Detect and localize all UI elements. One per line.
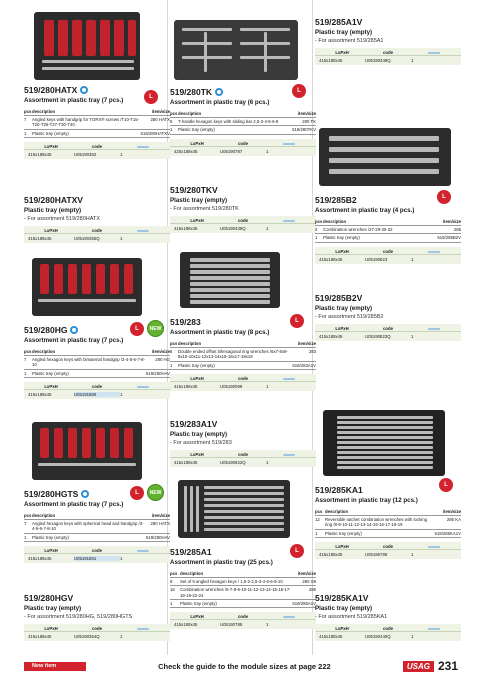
product-code-title: 519/280TKV [170, 184, 218, 195]
new-badge: NEW [147, 320, 164, 337]
product-subtitle: Assortment in plastic tray (4 pcs.) [315, 207, 415, 214]
product-code-title: 519/285KA1V [315, 592, 369, 603]
spec-box: LxPxH code 415x188x45 U05190439Q 1 [170, 216, 316, 233]
product-code-title: 519/280HATXV [24, 194, 83, 205]
spec-box: LxPxH code 415x188x45 U05190823 1 [315, 247, 461, 264]
tray-photo-280hatx [34, 12, 140, 80]
table-row: 1 Plastic tray (empty) 519/280HAV [24, 370, 170, 376]
product-code-title: 519/283A1V [170, 418, 218, 429]
spec-box: LxPxH code 415x188x45 U05191860 1 [24, 382, 170, 399]
new-item-circle-icon [215, 88, 223, 96]
spec-box: LxPxH code 415x188x45 U05190823Q 1 [315, 324, 461, 341]
table-row: 6 T-handle hexagon keys with sliding bar 2,5-3-4-5-6-8 280 TK [170, 119, 316, 124]
table-row: 1 Plastic tray (empty) 519/280HATXV [24, 130, 170, 136]
product-code-title: 519/280HGV [24, 592, 74, 603]
spec-box: LxPxH code 415x188x45 U05190354Q 1 [24, 624, 170, 641]
product-subtitle: Assortment in plastic tray (7 pcs.) [24, 501, 124, 508]
product-block-280hgts [24, 422, 170, 563]
product-note: - For assortment 519/285B2 [315, 314, 384, 320]
new-item-legend: New item [24, 662, 86, 671]
product-block-283 [170, 252, 316, 391]
module-guide-note: Check the guide to the module sizes at page 222 [158, 661, 331, 671]
table-row: 7 Angled hexagon keys with bimaterial handgrip /3-4-5-6-7-8-10 280 HG [24, 357, 170, 368]
spec-qty: 1 [120, 152, 123, 158]
product-subtitle: Plastic tray (empty) [315, 605, 373, 612]
product-subtitle: Plastic tray (empty) [24, 207, 82, 214]
table-row: 9 Set of 9 angled hexagon keys / 1,5-2-2,5-3-4-5-6-8-10 280 S9 [170, 579, 316, 584]
l-badge: L [144, 90, 158, 104]
tray-photo-280tk [174, 20, 298, 80]
product-subtitle: Assortment in plastic tray (8 pcs.) [170, 329, 270, 336]
new-badge: NEW [147, 484, 164, 501]
table-row: 12 Reversible ratchet combination wrenches with locking ring /8-9-10-11-12-13-14-15-16-17-18-19 285 KA [315, 517, 461, 528]
product-block-280hgv [24, 588, 170, 641]
spec-box [24, 142, 170, 159]
product-block-285b2v [315, 288, 461, 341]
product-note: - For assortment 519/285KA1 [315, 614, 388, 620]
col-header-description: description [32, 109, 56, 114]
ring-swoosh-icon [428, 628, 440, 630]
spec-box: LxPxH code 415x188x45 U05190822Q 1 [170, 450, 316, 467]
gradient-circle-icon [81, 490, 89, 498]
tray-photo-285a1 [178, 480, 290, 538]
l-badge: L [130, 322, 144, 336]
l-badge: L [130, 486, 144, 500]
product-subtitle: Plastic tray (empty) [315, 29, 373, 36]
ring-swoosh-icon [283, 454, 295, 456]
contents-table: pcs description item/size 8 Double ended offset bihexagonal ring wrenches /6x7-8x9-8x10-10x11-12x13-14x15-16x17-18x19 283 1 Plastic tray (empty) 519/283A1V [170, 341, 316, 368]
product-block-280hg [24, 258, 170, 399]
brand-logo: USAG [403, 661, 434, 672]
table-row: 1 Plastic tray (empty) 519/285KA1V [315, 530, 461, 536]
spec-code: U05190362 [74, 152, 97, 158]
product-code-title: 519/285B2V [315, 292, 363, 303]
product-subtitle: Assortment in plastic tray (25 pcs.) [170, 559, 273, 566]
product-subtitle: Plastic tray (empty) [24, 605, 82, 612]
table-row: 1 Plastic tray (empty) 519/280TKV [170, 127, 316, 133]
product-code-title: 519/280HGTS [24, 488, 79, 499]
ring-swoosh-icon [137, 628, 149, 630]
product-block-280hatx [24, 12, 170, 159]
table-row: 7 Angled keys with handgrip for TORX® screws /T10-T15-T20-T25-T27-T30-T40 280 HATX [24, 117, 170, 128]
product-subtitle: Plastic tray (empty) [170, 431, 228, 438]
l-badge: L [437, 190, 451, 204]
spec-size: 415x188x45 [28, 152, 52, 158]
contents-table: pcs description item/size 7 Angled hexagon keys with bimaterial handgrip /3-4-5-6-7-8-10 280 HG 1 Plastic tray (empty) 519/280HAV [24, 349, 170, 376]
page-footer [24, 659, 458, 673]
product-subtitle: Plastic tray (empty) [170, 197, 228, 204]
spec-box: LxPxH code 415x188x45 U05190440Q 1 [315, 624, 461, 641]
spec-box: LxPxH code 415x188x45 U05190348Q 1 [315, 48, 461, 65]
table-row: 7 Angled hexagon keys with spherical head and handgrip /3-4-5-6-7-8-10 280 HATS [24, 521, 170, 532]
ring-swoosh-icon [137, 230, 149, 232]
l-badge: L [292, 84, 306, 98]
product-code-title: 519/285A1 [170, 546, 212, 557]
ring-swoosh-icon [428, 52, 440, 54]
product-note: - For assortment 519/285A1 [315, 38, 384, 44]
table-row: 4 Combination wrenches /27-29-30-32 285 [315, 227, 461, 232]
tray-photo-285ka1 [323, 410, 445, 476]
product-code-title: 519/285KA1 [315, 484, 363, 495]
product-code-title: 519/283 [170, 316, 201, 327]
product-block-280tkv [170, 180, 316, 233]
contents-table: pcs description item/size 9 Set of 9 angled hexagon keys / 1,5-2-2,5-3-4-5-6-8-10 280 S9 16 Combination wrenches /6-7-8-9-10-11-12-13-14-15-16-17-18-19-22-24 285 1 Plastic tray (empty) 519/285A1V [170, 571, 316, 607]
spec-box: LxPxH code 420x188x45 U05190787 1 [170, 139, 316, 156]
contents-table: pcs description item/size 4 Combination wrenches /27-29-30-32 285 1 Plastic tray (empty) 519/285B2V [315, 219, 461, 241]
tray-photo-280hg [32, 258, 142, 316]
table-row: 16 Combination wrenches /6-7-8-9-10-11-12-13-14-15-16-17-18-19-22-24 285 [170, 587, 316, 598]
product-note: - For assortment 519/283 [170, 440, 232, 446]
product-block-283a1v [170, 414, 316, 467]
ring-swoosh-icon [428, 328, 440, 330]
table-row: 1 Plastic tray (empty) 519/285A1V [170, 601, 316, 607]
contents-table: pcs description item/size 6 T-handle hexagon keys with sliding bar 2,5-3-4-5-6-8 280 TK 1 Plastic tray (empty) 519/280TKV [170, 111, 316, 133]
spec-box: LxPxH code 415x188x45 U05190099 1 [170, 374, 316, 391]
spec-code-label: code [91, 144, 103, 150]
spec-box: LxPxH code 415x188x45 U05190785 1 [170, 612, 316, 629]
ring-swoosh-icon [137, 386, 149, 388]
tray-photo-283 [180, 252, 280, 308]
product-note: - For assortment 519/280HATX [24, 216, 101, 222]
product-note: - For assortment 519/280HG, 519/280HGTS [24, 614, 133, 620]
product-note: - For assortment 519/280TK [170, 206, 239, 212]
table-row: 8 Double ended offset bihexagonal ring wrenches /6x7-8x9-8x10-10x11-12x13-14x15-16x17-18x19 283 [170, 349, 316, 360]
product-subtitle: Assortment in plastic tray (12 pcs.) [315, 497, 418, 504]
product-subtitle: Assortment in plastic tray (7 pcs.) [24, 97, 124, 104]
ring-swoosh-icon [428, 251, 440, 253]
contents-table: pcs description item/size 7 Angled hexagon keys with spherical head and handgrip /3-4-5-6-7-8-10 280 HATS 1 Plastic tray (empty) 519/280HAV [24, 513, 170, 540]
table-row: 1 Plastic tray (empty) 519/280HAV [24, 534, 170, 540]
tray-photo-280hgts [32, 422, 142, 480]
ring-swoosh-icon [137, 550, 149, 552]
page-number: 231 [437, 659, 458, 673]
product-block-285a1v [315, 12, 461, 65]
ring-swoosh-icon [283, 378, 295, 380]
new-item-circle-icon [70, 326, 78, 334]
product-block-285ka1v [315, 588, 461, 641]
l-badge: L [290, 544, 304, 558]
ring-swoosh-icon [428, 546, 440, 548]
product-code-title: 519/285B2 [315, 194, 357, 205]
tray-photo-285b2 [319, 128, 451, 186]
new-item-circle-icon [80, 86, 88, 94]
ring-swoosh-icon [283, 220, 295, 222]
spec-size-label: LxPxH [44, 144, 58, 150]
ring-swoosh-icon [137, 146, 149, 148]
product-code-title: 519/280HG [24, 324, 68, 335]
product-subtitle: Assortment in plastic tray (6 pcs.) [170, 99, 270, 106]
product-subtitle: Assortment in plastic tray (7 pcs.) [24, 337, 124, 344]
ring-swoosh-icon [283, 143, 295, 145]
contents-table: pcs description item/size 12 Reversible ratchet combination wrenches with locking ring /8-9-10-11-12-13-14-15-16-17-18-19 285 KA 1 Plastic tray (empty) 519/285KA1V [315, 509, 461, 536]
product-block-285b2 [315, 128, 461, 264]
product-block-285ka1 [315, 410, 461, 559]
spec-box: LxPxH code 415x188x45 U05190355Q 1 [24, 226, 170, 243]
l-badge: L [439, 478, 453, 492]
product-code-title: 519/280HATX [24, 84, 78, 95]
l-badge: L [290, 314, 304, 328]
product-block-285a1 [170, 480, 316, 629]
col-header-item: item/size [151, 109, 170, 114]
spec-box: LxPxH code 415x188x45 U05196788 1 [315, 542, 461, 559]
spec-box: LxPxH code 415x188x45 U05191861 1 [24, 546, 170, 563]
product-code-title: 519/280TK [170, 86, 213, 97]
product-block-280hatxv [24, 190, 170, 243]
product-subtitle: Plastic tray (empty) [315, 305, 373, 312]
table-row: 1 Plastic tray (empty) 519/283A1V [170, 362, 316, 368]
contents-table [24, 108, 170, 138]
table-row: 1 Plastic tray (empty) 519/285B2V [315, 235, 461, 241]
ring-swoosh-icon [283, 616, 295, 618]
product-code-title: 519/285A1V [315, 16, 363, 27]
product-block-280tk [170, 20, 316, 156]
col-header-pcs: pcs [24, 109, 32, 114]
